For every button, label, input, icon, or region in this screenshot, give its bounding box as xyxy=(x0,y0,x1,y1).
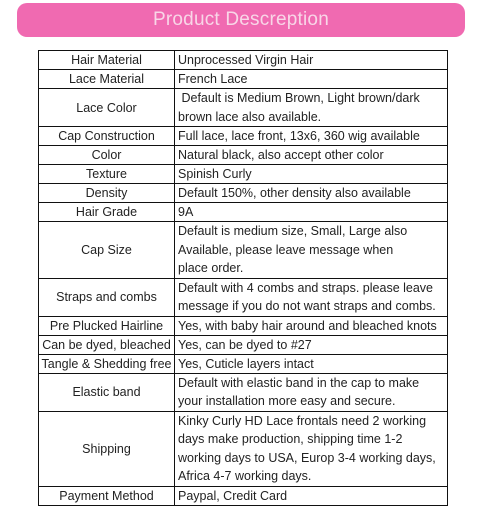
spec-value-line: Natural black, also accept other color xyxy=(178,148,384,162)
spec-label: Hair Material xyxy=(39,51,175,70)
spec-row xyxy=(39,184,448,203)
spec-label: Texture xyxy=(39,165,175,184)
spec-value-line: Africa 4-7 working days. xyxy=(178,469,312,483)
spec-value xyxy=(175,222,448,279)
spec-label: Straps and combs xyxy=(39,278,175,316)
spec-value-line: Full lace, lace front, 13x6, 360 wig available xyxy=(178,129,420,143)
spec-label: Density xyxy=(39,184,175,203)
spec-label: Can be dyed, bleached xyxy=(39,335,175,354)
spec-row xyxy=(39,316,448,335)
spec-value-line: Available, please leave message when xyxy=(178,242,394,257)
spec-label: Elastic band xyxy=(39,373,175,411)
spec-label: Shipping xyxy=(39,411,175,486)
spec-label: Payment Method xyxy=(39,486,175,505)
spec-value-line: Default is Medium Brown, Light brown/dark xyxy=(178,91,420,105)
spec-value xyxy=(175,373,448,411)
spec-value xyxy=(175,354,448,373)
product-description-banner xyxy=(17,3,465,37)
spec-label: Tangle & Shedding free xyxy=(39,354,175,373)
spec-value-line: French Lace xyxy=(178,72,248,86)
spec-value xyxy=(175,335,448,354)
spec-row xyxy=(39,51,448,70)
spec-label: Cap Construction xyxy=(39,127,175,146)
spec-value xyxy=(175,316,448,335)
spec-row xyxy=(39,411,448,486)
spec-value xyxy=(175,70,448,89)
spec-value-line: message if you do not want straps and combs. xyxy=(178,299,436,313)
spec-table-body xyxy=(39,51,448,506)
spec-value xyxy=(175,127,448,146)
spec-row xyxy=(39,70,448,89)
spec-row xyxy=(39,127,448,146)
spec-label: Lace Material xyxy=(39,70,175,89)
spec-value xyxy=(175,165,448,184)
spec-value xyxy=(175,184,448,203)
spec-row xyxy=(39,165,448,184)
spec-row xyxy=(39,486,448,505)
spec-value-line: Default 150%, other density also available xyxy=(178,186,411,200)
spec-row xyxy=(39,373,448,411)
spec-row xyxy=(39,146,448,165)
spec-value-line: Unprocessed Virgin Hair xyxy=(178,53,314,67)
spec-value xyxy=(175,51,448,70)
spec-value-line: Yes, Cuticle layers intact xyxy=(178,356,314,371)
banner-title: Product Descreption xyxy=(153,9,329,30)
spec-value xyxy=(175,278,448,316)
spec-value-line: Default with 4 combs and straps. please leave xyxy=(178,280,433,295)
spec-value-line: Kinky Curly HD Lace frontals need 2 working xyxy=(178,413,427,428)
spec-row xyxy=(39,89,448,127)
spec-value-line: Yes, can be dyed to #27 xyxy=(178,337,312,352)
spec-row xyxy=(39,222,448,279)
spec-value-line: your installation more easy and secure. xyxy=(178,394,396,408)
spec-value-line: Default with elastic band in the cap to make xyxy=(178,375,420,390)
spec-value-line: Spinish Curly xyxy=(178,167,252,181)
spec-value-line: 9A xyxy=(178,205,194,219)
spec-value-line: Yes, with baby hair around and bleached knots xyxy=(178,318,437,333)
spec-value xyxy=(175,203,448,222)
spec-value-line: working days to USA, Europ 3-4 working days, xyxy=(178,450,436,465)
product-spec-table xyxy=(38,50,448,506)
spec-value xyxy=(175,89,448,127)
spec-value xyxy=(175,146,448,165)
spec-row xyxy=(39,203,448,222)
spec-label: Lace Color xyxy=(39,89,175,127)
spec-value-line: Paypal, Credit Card xyxy=(178,488,288,503)
spec-label: Cap Size xyxy=(39,222,175,279)
spec-label: Hair Grade xyxy=(39,203,175,222)
spec-value-line: place order. xyxy=(178,261,244,275)
spec-value-line: Default is medium size, Small, Large also xyxy=(178,224,408,238)
spec-value xyxy=(175,411,448,486)
spec-value xyxy=(175,486,448,505)
spec-row xyxy=(39,354,448,373)
spec-row xyxy=(39,278,448,316)
spec-label: Color xyxy=(39,146,175,165)
spec-label: Pre Plucked Hairline xyxy=(39,316,175,335)
spec-value-line: brown lace also available. xyxy=(178,109,322,124)
spec-row xyxy=(39,335,448,354)
spec-value-line: days make production, shipping time 1-2 xyxy=(178,432,403,446)
